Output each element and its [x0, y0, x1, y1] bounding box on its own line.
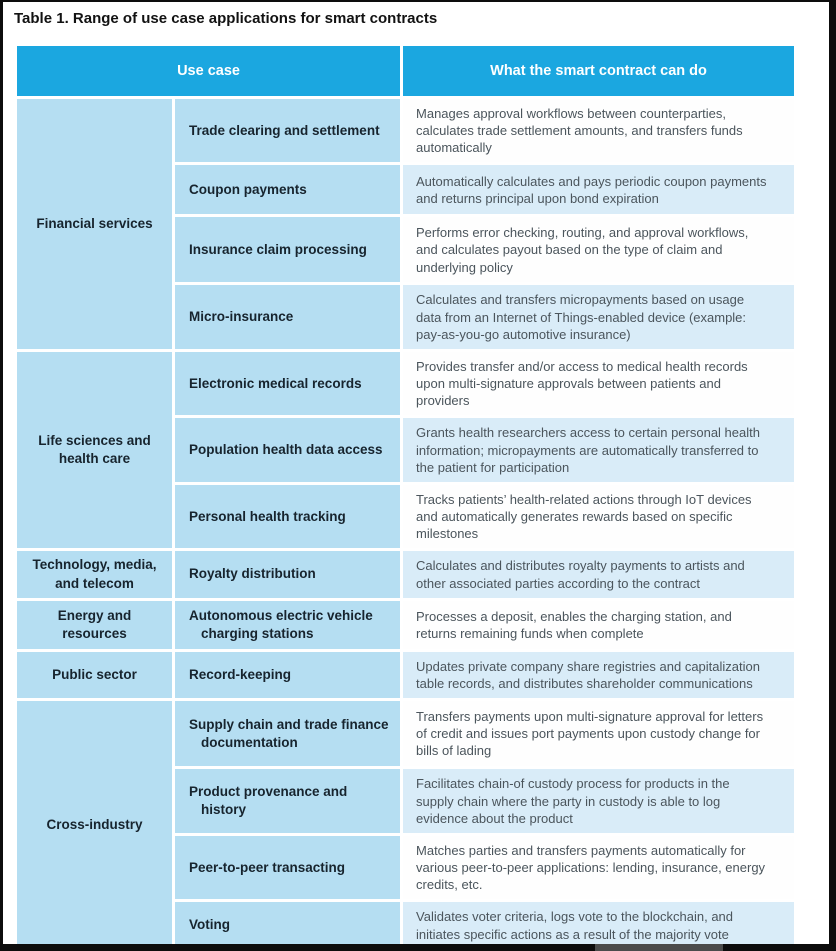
use-case-label: Peer-to-peer transacting — [189, 859, 346, 875]
use-case-label: Autonomous electric vehicle charging stations — [189, 607, 373, 641]
description-cell: Tracks patients’ health-related actions through IoT devices and automatically generates rewards based on specific milestones — [402, 483, 796, 549]
description-cell: Updates private company share registries and capitalization table records, and distributes shareholder communications — [402, 651, 796, 700]
table-row — [16, 350, 796, 416]
use-case-cell — [174, 550, 402, 599]
group-cell-technology-media-telecom: Technology, media, and telecom — [16, 550, 174, 599]
use-case-cell — [174, 284, 402, 350]
header-use-case: Use case — [16, 45, 402, 98]
table-row — [16, 700, 796, 768]
description-cell: Calculates and distributes royalty payments to artists and other associated parties according to the contract — [402, 550, 796, 599]
description-cell: Grants health researchers access to certain personal health information; micropayments are automatically transferred to the patient for participation — [402, 417, 796, 483]
description-cell: Transfers payments upon multi-signature approval for letters of credit and issues port payments upon custody change for bills of lading — [402, 700, 796, 768]
table-row — [16, 599, 796, 650]
description-cell: Manages approval workflows between counterparties, calculates trade settlement amounts, and transfers funds automatically — [402, 98, 796, 164]
use-case-label: Micro-insurance — [189, 309, 294, 325]
table-row — [16, 651, 796, 700]
use-case-cell — [174, 98, 402, 164]
description-cell: Facilitates chain-of custody process for products in the supply chain where the party in custody is able to log evidence about the product — [402, 768, 796, 834]
description-cell: Validates voter criteria, logs vote to the blockchain, and initiates specific actions as a result of the majority vote — [402, 901, 796, 950]
description-cell: Performs error checking, routing, and approval workflows, and calculates payout based on the type of claim and underlying policy — [402, 216, 796, 284]
use-case-cell — [174, 599, 402, 650]
use-case-label: Coupon payments — [189, 181, 307, 197]
use-case-cell — [174, 417, 402, 483]
table-title: Table 1. Range of use case applications for smart contracts — [14, 10, 438, 27]
use-case-label: Personal health tracking — [189, 508, 346, 524]
use-case-cell — [174, 350, 402, 416]
use-case-label: Electronic medical records — [189, 375, 362, 391]
group-cell-financial-services: Financial services — [16, 98, 174, 351]
group-cell-public-sector: Public sector — [16, 651, 174, 700]
header-can-do: What the smart contract can do — [402, 45, 796, 98]
use-case-cell — [174, 901, 402, 950]
use-case-label: Trade clearing and settlement — [189, 122, 380, 138]
description-cell: Matches parties and transfers payments automatically for various peer-to-peer applications: lending, insurance, energy credits, etc. — [402, 834, 796, 900]
description-cell: Processes a deposit, enables the charging station, and returns remaining funds when complete — [402, 599, 796, 650]
use-case-cell — [174, 651, 402, 700]
header-row — [16, 45, 796, 98]
page-bottom-border-segment — [595, 944, 723, 951]
group-cell-cross-industry: Cross-industry — [16, 700, 174, 950]
group-cell-energy-resources: Energy and resources — [16, 599, 174, 650]
use-case-label: Product provenance and history — [189, 783, 348, 818]
use-case-cell — [174, 834, 402, 900]
table-row — [16, 550, 796, 599]
use-case-cell — [174, 483, 402, 549]
use-case-label: Record-keeping — [189, 667, 292, 683]
description-cell: Calculates and transfers micropayments based on usage data from an Internet of Things-enabled device (example: pay-as-you-go automotive insurance) — [402, 284, 796, 350]
description-cell: Provides transfer and/or access to medical health records upon multi-signature approvals between patients and providers — [402, 350, 796, 416]
use-case-cell — [174, 164, 402, 216]
group-cell-life-sciences: Life sciences and health care — [16, 350, 174, 549]
use-case-cell — [174, 768, 402, 834]
use-case-label: Royalty distribution — [189, 566, 316, 582]
use-case-label: Supply chain and trade finance documentation — [189, 716, 389, 750]
use-case-label: Voting — [189, 917, 230, 933]
page-bottom-border — [3, 944, 829, 951]
description-cell: Automatically calculates and pays periodic coupon payments and returns principal upon bond expiration — [402, 164, 796, 216]
use-case-cell — [174, 216, 402, 284]
table-row — [16, 98, 796, 164]
use-case-label: Insurance claim processing — [189, 241, 367, 257]
use-case-label: Population health data access — [189, 442, 383, 458]
smart-contracts-table — [14, 43, 797, 951]
use-case-cell — [174, 700, 402, 768]
